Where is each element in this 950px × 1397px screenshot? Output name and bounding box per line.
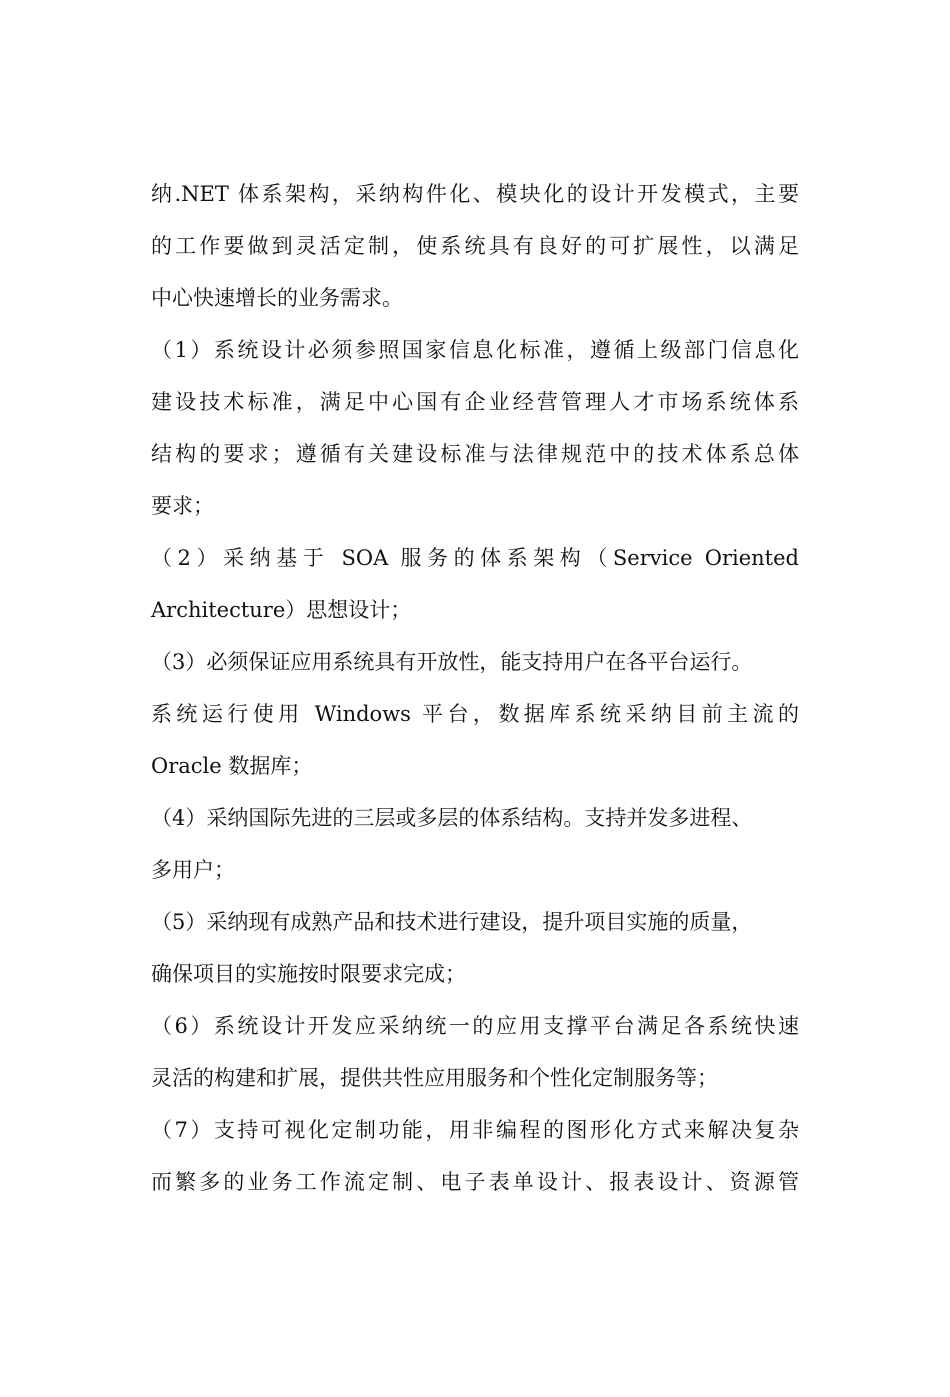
text-line-14: 多用户； <box>151 858 235 882</box>
text-line-17: （6）系统设计开发应采纳统一的应用支撑平台满足各系统快速 <box>151 1014 799 1038</box>
text-line-6: 结构的要求；遵循有关建设标准与法律规范中的技术体系总体 <box>151 442 799 466</box>
text-line-19: （7）支持可视化定制功能，用非编程的图形化方式来解决复杂 <box>151 1118 799 1142</box>
text-line-11: 系统运行使用 Windows 平台，数据库系统采纳目前主流的 <box>151 702 799 726</box>
text-line-18: 灵活的构建和扩展，提供共性应用服务和个性化定制服务等； <box>151 1066 718 1090</box>
text-line-3: 中心快速增长的业务需求。 <box>151 286 403 310</box>
text-line-16: 确保项目的实施按时限要求完成； <box>151 962 466 986</box>
text-line-4: （1）系统设计必须参照国家信息化标准，遵循上级部门信息化 <box>151 338 799 362</box>
text-line-8: （2）采纳基于 SOA 服务的体系架构（Service Oriented <box>151 546 799 570</box>
text-line-5: 建设技术标准，满足中心国有企业经营管理人才市场系统体系 <box>151 390 799 414</box>
body-text <box>151 168 851 1208</box>
text-line-1: 纳.NET 体系架构，采纳构件化、模块化的设计开发模式，主要 <box>151 182 799 206</box>
text-line-7: 要求； <box>151 494 214 518</box>
text-line-2: 的工作要做到灵活定制，使系统具有良好的可扩展性，以满足 <box>151 234 799 258</box>
text-line-15: （5）采纳现有成熟产品和技术进行建设，提升项目实施的质量， <box>151 910 753 934</box>
text-line-10: （3）必须保证应用系统具有开放性，能支持用户在各平台运行。 <box>151 650 753 674</box>
text-line-13: （4）采纳国际先进的三层或多层的体系结构。支持并发多进程、 <box>151 806 753 830</box>
text-line-20: 而繁多的业务工作流定制、电子表单设计、报表设计、资源管 <box>151 1170 799 1194</box>
text-line-9: Architecture）思想设计； <box>151 598 412 622</box>
text-line-12: Oracle 数据库； <box>151 754 313 778</box>
